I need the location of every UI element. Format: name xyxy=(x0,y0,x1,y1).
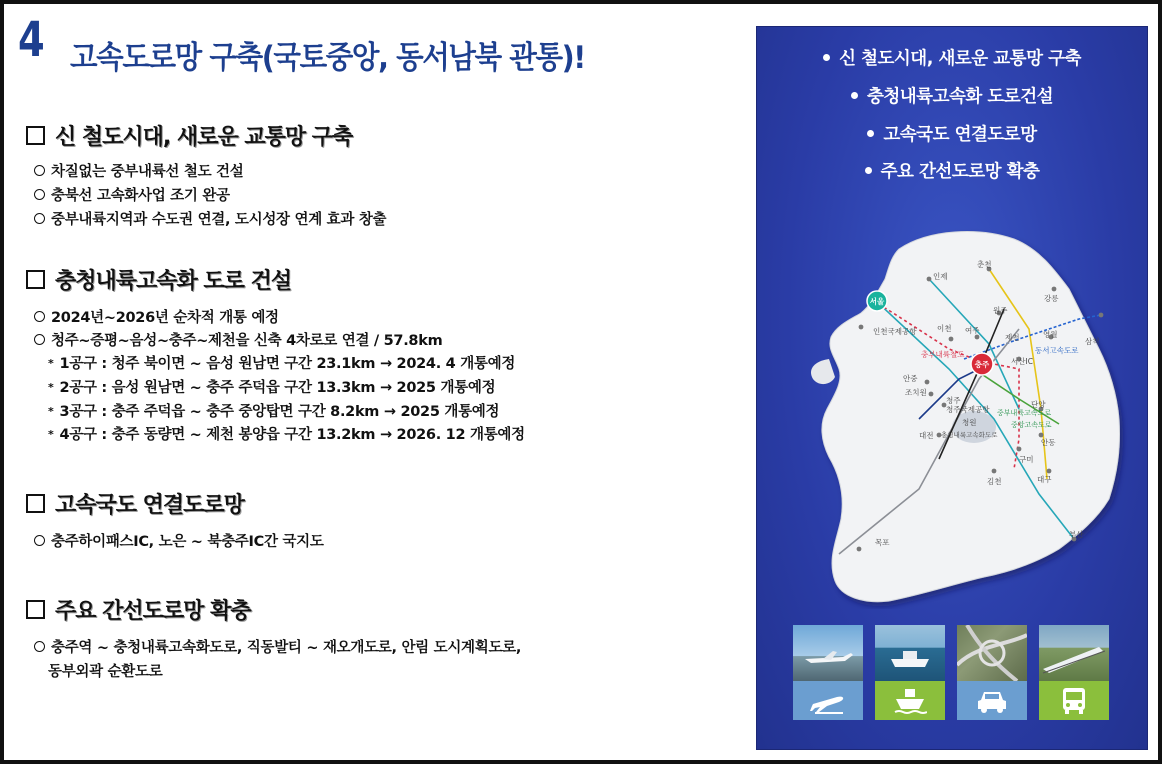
svg-text:대전: 대전 xyxy=(919,431,934,440)
svg-text:춘천: 춘천 xyxy=(977,260,992,269)
asterisk-icon: * xyxy=(48,381,54,394)
bus-icon xyxy=(1039,681,1109,720)
airplane-icon xyxy=(793,681,863,720)
train-photo xyxy=(1039,625,1109,681)
circle-bullet-icon xyxy=(34,165,45,176)
panel-bullet: 충청내륙고속화 도로건설 xyxy=(757,83,1147,108)
svg-text:중부내륙고속도로: 중부내륙고속도로 xyxy=(997,409,1052,417)
ship-icon xyxy=(875,681,945,720)
svg-text:여주: 여주 xyxy=(965,326,980,335)
svg-text:강릉: 강릉 xyxy=(1044,294,1059,303)
svg-text:충부내륙철도: 충부내륙철도 xyxy=(921,350,965,359)
svg-text:부산: 부산 xyxy=(1069,530,1084,539)
tile-road xyxy=(957,625,1027,720)
list-item: 충주하이패스IC, 노은 ~ 북충주IC간 국지도 xyxy=(34,530,324,551)
svg-text:안중: 안중 xyxy=(903,374,918,383)
section-title-arterial: 주요 간선도로망 확충 xyxy=(26,594,251,625)
car-icon xyxy=(957,681,1027,720)
svg-text:제천: 제천 xyxy=(1005,333,1020,342)
svg-text:충주: 충주 xyxy=(974,360,990,369)
circle-bullet-icon xyxy=(34,189,45,200)
sub-item: * 3공구 : 충주 주덕읍 ~ 충주 중앙탑면 구간 8.2km → 2025 개통예정 xyxy=(48,404,500,420)
svg-text:인제: 인제 xyxy=(933,272,948,281)
section-title-rail: 신 철도시대, 새로운 교통망 구축 xyxy=(26,120,352,151)
svg-text:원주: 원주 xyxy=(993,306,1008,315)
panel-bullet: 신 철도시대, 새로운 교통망 구축 xyxy=(757,45,1147,70)
svg-text:청원: 청원 xyxy=(962,418,977,427)
circle-bullet-icon xyxy=(34,213,45,224)
asterisk-icon: * xyxy=(48,357,54,370)
svg-text:김천: 김천 xyxy=(987,477,1002,486)
svg-text:삼척: 삼척 xyxy=(1085,337,1100,346)
svg-text:이천: 이천 xyxy=(937,324,952,333)
list-item: 충북선 고속화사업 조기 완공 xyxy=(34,184,230,205)
list-item: 중부내륙지역과 수도권 연결, 도시성장 연계 효과 창출 xyxy=(34,208,386,229)
sub-item: * 4공구 : 충주 동량면 ~ 제천 봉양읍 구간 13.2km → 2026. 12 개통예정 xyxy=(48,427,525,443)
sub-item: * 1공구 : 청주 북이면 ~ 음성 원남면 구간 23.1km → 2024. 4 개통예정 xyxy=(48,356,516,372)
panel-bullet: 주요 간선도로망 확충 xyxy=(757,158,1147,183)
svg-text:서울: 서울 xyxy=(869,297,885,306)
page-title: 고속도로망 구축(국토중앙, 동서남북 관통)! xyxy=(70,40,585,76)
svg-text:인천국제공항: 인천국제공항 xyxy=(873,327,917,336)
svg-text:충청내륙고속화도로: 충청내륙고속화도로 xyxy=(941,431,998,439)
airplane-photo xyxy=(793,625,863,681)
asterisk-icon: * xyxy=(48,405,54,418)
circle-bullet-icon xyxy=(34,311,45,322)
peninsula-detail xyxy=(811,359,835,384)
checkbox-square-icon xyxy=(26,494,45,513)
checkbox-square-icon xyxy=(26,270,45,289)
korea-transport-map xyxy=(779,209,1139,609)
svg-text:대구: 대구 xyxy=(1037,475,1052,484)
tile-sea xyxy=(875,625,945,720)
ship-photo xyxy=(875,625,945,681)
list-item: 2024년~2026년 순차적 개통 예정 xyxy=(34,306,279,327)
tile-rail xyxy=(1039,625,1109,720)
interchange-photo xyxy=(957,625,1027,681)
svg-text:안동: 안동 xyxy=(1041,438,1056,447)
svg-text:청주: 청주 xyxy=(946,396,961,405)
svg-text:목포: 목포 xyxy=(875,538,890,547)
section-title-highway: 충청내륙고속화 도로 건설 xyxy=(26,264,291,295)
svg-text:동서고속도로: 동서고속도로 xyxy=(1035,346,1079,355)
asterisk-icon: * xyxy=(48,428,54,441)
circle-bullet-icon xyxy=(34,535,45,546)
list-item-continuation: 동부외곽 순환도로 xyxy=(48,664,163,680)
circle-bullet-icon xyxy=(34,334,45,345)
svg-text:단양: 단양 xyxy=(1031,400,1046,409)
tile-air xyxy=(793,625,863,720)
svg-text:영월: 영월 xyxy=(1043,330,1058,339)
svg-text:구미: 구미 xyxy=(1019,455,1034,464)
section-title-national-road: 고속국도 연결도로망 xyxy=(26,488,244,519)
svg-text:청주국제공항: 청주국제공항 xyxy=(946,405,990,414)
svg-text:중앙고속도로: 중앙고속도로 xyxy=(1011,421,1052,429)
list-item: 청주~증평~음성~충주~제천을 신축 4차로로 연결 / 57.8km xyxy=(34,329,442,350)
svg-text:조치원: 조치원 xyxy=(905,388,927,397)
list-item: 충주역 ~ 충청내륙고속화도로, 직동발티 ~ 재오개도로, 안림 도시계획도로, xyxy=(34,636,521,657)
circle-bullet-icon xyxy=(34,641,45,652)
checkbox-square-icon xyxy=(26,600,45,619)
sub-item: * 2공구 : 음성 원남면 ~ 충주 주덕읍 구간 13.3km → 2025 개통예정 xyxy=(48,380,496,396)
list-item: 차질없는 중부내륙선 철도 건설 xyxy=(34,160,243,181)
infographic-panel xyxy=(756,26,1148,750)
svg-text:서산IC: 서산IC xyxy=(1011,357,1033,366)
checkbox-square-icon xyxy=(26,126,45,145)
section-number: 4 xyxy=(18,12,44,68)
panel-bullet: 고속국도 연결도로망 xyxy=(757,121,1147,146)
